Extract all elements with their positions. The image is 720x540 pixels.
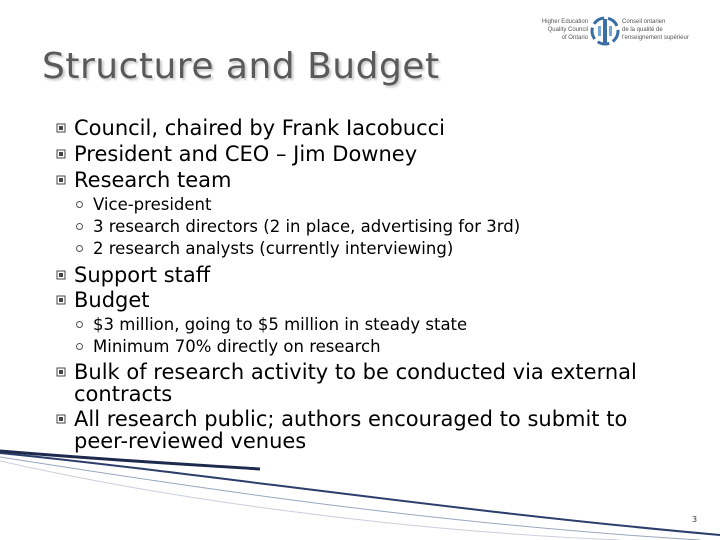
bullet-council [74, 117, 445, 139]
bullet-president [74, 143, 417, 165]
bullet-text: Research team [74, 168, 232, 192]
sub-bullet-ring-icon [76, 321, 83, 328]
bullet-text: Council, chaired by Frank Iacobucci [74, 116, 446, 140]
logo-french-line: Conseil ontarien [622, 19, 666, 25]
sub-bullet-ring-icon [76, 245, 83, 252]
sub-bullet-text: $3 million, going to $5 million in steady state [93, 315, 468, 334]
sub-bullet-text: 2 research analysts (currently interviewing) [93, 239, 454, 258]
bullet-icon [56, 367, 66, 377]
decorative-swoosh [0, 445, 720, 540]
bullet-external-contracts [74, 361, 674, 405]
slide-title: Structure and Budget [42, 46, 440, 87]
logo-english-line: of Ontario [561, 35, 588, 41]
page-number: 3 [692, 515, 698, 524]
logo-english-text [532, 18, 588, 42]
bullet-text: All research public; authors encouraged to submit to peer-reviewed venues [74, 407, 628, 453]
sub-bullet-text: Minimum 70% directly on research [93, 337, 381, 356]
bullet-text: Bulk of research activity to be conducted via external contracts [74, 360, 637, 406]
bullet-icon [56, 270, 66, 280]
sub-bullet-budget-minimum [93, 337, 381, 357]
bullet-icon [56, 123, 66, 133]
sub-bullet-budget-amount [93, 315, 467, 335]
sub-bullet-research-directors [93, 217, 520, 237]
logo-french-text [622, 18, 712, 42]
logo-mark-icon [590, 16, 620, 46]
heqco-logo [532, 16, 707, 50]
logo-english-line: Higher Education [541, 19, 588, 25]
sub-bullet-vice-president [93, 195, 211, 215]
bullet-budget [74, 289, 150, 311]
sub-bullet-text: Vice-president [93, 195, 212, 214]
bullet-text: President and CEO – Jim Downey [74, 142, 418, 166]
bullet-icon [56, 149, 66, 159]
logo-french-line: de la qualité de [622, 27, 663, 33]
sub-bullet-research-analysts [93, 239, 453, 259]
bullet-text: Budget [74, 288, 150, 312]
bullet-icon [56, 414, 66, 424]
sub-bullet-ring-icon [76, 223, 83, 230]
sub-bullet-ring-icon [76, 343, 83, 350]
bullet-icon [56, 175, 66, 185]
bullet-research-team [74, 169, 231, 191]
logo-french-line: l'enseignement supérieur [622, 35, 689, 41]
bullet-support-staff [74, 264, 210, 286]
logo-english-line: Quality Council [547, 27, 588, 33]
bullet-icon [56, 295, 66, 305]
bullet-text: Support staff [74, 263, 211, 287]
sub-bullet-text: 3 research directors (2 in place, advertising for 3rd) [93, 217, 521, 236]
sub-bullet-ring-icon [76, 201, 83, 208]
